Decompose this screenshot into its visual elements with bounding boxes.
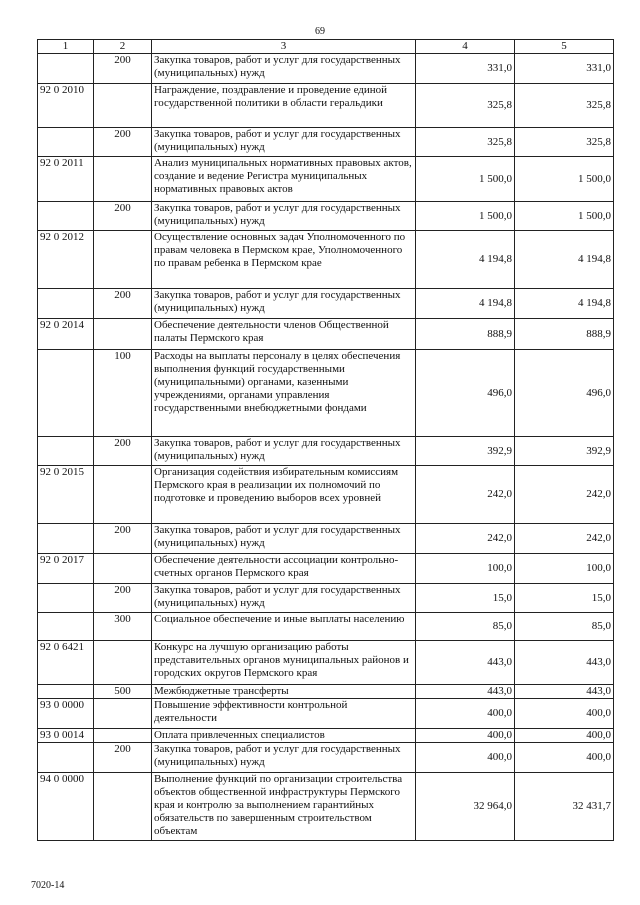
expense-type-cell bbox=[94, 641, 152, 685]
table-row bbox=[38, 554, 614, 584]
amount-cell-col5: 32 431,7 bbox=[515, 773, 614, 841]
item-name-cell: Расходы на выплаты персоналу в целях обеспечения выполнения функций государственными (муниципальными) органами, казенными учреждениями, органами управления государственными внебюджетными фондами bbox=[152, 350, 416, 437]
column-header: 2 bbox=[94, 40, 152, 54]
expense-type-cell bbox=[94, 773, 152, 841]
table-row bbox=[38, 773, 614, 841]
expense-type-cell bbox=[94, 554, 152, 584]
table-row bbox=[38, 231, 614, 289]
amount-cell-col4: 15,0 bbox=[416, 584, 515, 613]
item-name-cell: Закупка товаров, работ и услуг для государственных (муниципальных) нужд bbox=[152, 743, 416, 773]
item-name-cell: Осуществление основных задач Уполномоченного по правам человека в Пермском крае, Уполномоченного по правам ребенка в Пермском крае bbox=[152, 231, 416, 289]
budget-code-cell: 92 0 2012 bbox=[38, 231, 94, 289]
amount-cell-col4: 242,0 bbox=[416, 466, 515, 524]
amount-cell-col4: 325,8 bbox=[416, 84, 515, 128]
amount-cell-col5: 400,0 bbox=[515, 729, 614, 743]
budget-code-cell: 92 0 2010 bbox=[38, 84, 94, 128]
item-name-cell: Межбюджетные трансферты bbox=[152, 685, 416, 699]
expense-type-cell: 200 bbox=[94, 54, 152, 84]
amount-cell-col4: 400,0 bbox=[416, 729, 515, 743]
amount-cell-col5: 4 194,8 bbox=[515, 289, 614, 319]
budget-code-cell: 93 0 0014 bbox=[38, 729, 94, 743]
budget-code-cell bbox=[38, 54, 94, 84]
amount-cell-col4: 85,0 bbox=[416, 613, 515, 641]
item-name-cell: Закупка товаров, работ и услуг для государственных (муниципальных) нужд bbox=[152, 437, 416, 466]
item-name-cell: Обеспечение деятельности ассоциации контрольно-счетных органов Пермского края bbox=[152, 554, 416, 584]
expense-type-cell bbox=[94, 729, 152, 743]
column-header: 4 bbox=[416, 40, 515, 54]
expense-type-cell: 500 bbox=[94, 685, 152, 699]
budget-code-cell bbox=[38, 289, 94, 319]
budget-code-cell: 92 0 2017 bbox=[38, 554, 94, 584]
amount-cell-col5: 242,0 bbox=[515, 466, 614, 524]
amount-cell-col4: 400,0 bbox=[416, 743, 515, 773]
footer-code: 7020-14 bbox=[31, 880, 65, 891]
budget-code-cell bbox=[38, 437, 94, 466]
table-row bbox=[38, 466, 614, 524]
item-name-cell: Закупка товаров, работ и услуг для государственных (муниципальных) нужд bbox=[152, 289, 416, 319]
item-name-cell: Закупка товаров, работ и услуг для государственных (муниципальных) нужд bbox=[152, 128, 416, 157]
page-number: 69 bbox=[315, 26, 325, 37]
amount-cell-col5: 888,9 bbox=[515, 319, 614, 350]
column-header: 1 bbox=[38, 40, 94, 54]
budget-code-cell: 94 0 0000 bbox=[38, 773, 94, 841]
expense-type-cell: 200 bbox=[94, 524, 152, 554]
expense-type-cell: 200 bbox=[94, 202, 152, 231]
table-row bbox=[38, 437, 614, 466]
table-row bbox=[38, 128, 614, 157]
column-header: 5 bbox=[515, 40, 614, 54]
amount-cell-col5: 331,0 bbox=[515, 54, 614, 84]
amount-cell-col5: 325,8 bbox=[515, 84, 614, 128]
item-name-cell: Организация содействия избирательным комиссиям Пермского края в реализации их полномочий по подготовке и проведению выборов всех уровней bbox=[152, 466, 416, 524]
amount-cell-col4: 443,0 bbox=[416, 641, 515, 685]
table-row bbox=[38, 699, 614, 729]
amount-cell-col4: 100,0 bbox=[416, 554, 515, 584]
amount-cell-col4: 400,0 bbox=[416, 699, 515, 729]
table-row bbox=[38, 84, 614, 128]
item-name-cell: Социальное обеспечение и иные выплаты населению bbox=[152, 613, 416, 641]
expense-type-cell bbox=[94, 466, 152, 524]
table-row bbox=[38, 319, 614, 350]
budget-code-cell bbox=[38, 743, 94, 773]
item-name-cell: Закупка товаров, работ и услуг для государственных (муниципальных) нужд bbox=[152, 524, 416, 554]
expense-type-cell: 200 bbox=[94, 128, 152, 157]
table-row bbox=[38, 289, 614, 319]
table-row bbox=[38, 685, 614, 699]
amount-cell-col4: 496,0 bbox=[416, 350, 515, 437]
budget-code-cell: 93 0 0000 bbox=[38, 699, 94, 729]
budget-table bbox=[37, 39, 614, 841]
amount-cell-col4: 325,8 bbox=[416, 128, 515, 157]
table-row bbox=[38, 729, 614, 743]
column-header: 3 bbox=[152, 40, 416, 54]
header-row bbox=[38, 40, 614, 54]
budget-code-cell bbox=[38, 613, 94, 641]
expense-type-cell: 200 bbox=[94, 289, 152, 319]
amount-cell-col4: 1 500,0 bbox=[416, 202, 515, 231]
table-row bbox=[38, 524, 614, 554]
expense-type-cell: 300 bbox=[94, 613, 152, 641]
amount-cell-col5: 496,0 bbox=[515, 350, 614, 437]
amount-cell-col5: 1 500,0 bbox=[515, 157, 614, 202]
budget-code-cell bbox=[38, 128, 94, 157]
item-name-cell: Закупка товаров, работ и услуг для государственных (муниципальных) нужд bbox=[152, 54, 416, 84]
table-row bbox=[38, 350, 614, 437]
amount-cell-col5: 443,0 bbox=[515, 685, 614, 699]
amount-cell-col5: 325,8 bbox=[515, 128, 614, 157]
expense-type-cell bbox=[94, 699, 152, 729]
table-row bbox=[38, 584, 614, 613]
budget-code-cell: 92 0 6421 bbox=[38, 641, 94, 685]
budget-code-cell: 92 0 2015 bbox=[38, 466, 94, 524]
amount-cell-col4: 32 964,0 bbox=[416, 773, 515, 841]
expense-type-cell bbox=[94, 319, 152, 350]
amount-cell-col4: 1 500,0 bbox=[416, 157, 515, 202]
item-name-cell: Оплата привлеченных специалистов bbox=[152, 729, 416, 743]
expense-type-cell bbox=[94, 157, 152, 202]
amount-cell-col5: 400,0 bbox=[515, 743, 614, 773]
amount-cell-col4: 4 194,8 bbox=[416, 231, 515, 289]
amount-cell-col4: 242,0 bbox=[416, 524, 515, 554]
item-name-cell: Выполнение функций по организации строительства объектов общественной инфраструктуры Пермского края и контролю за выполнением гарантийных обязательств по завершенным строительством объектам bbox=[152, 773, 416, 841]
expense-type-cell: 200 bbox=[94, 743, 152, 773]
amount-cell-col5: 85,0 bbox=[515, 613, 614, 641]
item-name-cell: Закупка товаров, работ и услуг для государственных (муниципальных) нужд bbox=[152, 584, 416, 613]
table-row bbox=[38, 202, 614, 231]
expense-type-cell bbox=[94, 231, 152, 289]
item-name-cell: Закупка товаров, работ и услуг для государственных (муниципальных) нужд bbox=[152, 202, 416, 231]
budget-code-cell bbox=[38, 685, 94, 699]
expense-type-cell: 200 bbox=[94, 584, 152, 613]
amount-cell-col5: 100,0 bbox=[515, 554, 614, 584]
table-row bbox=[38, 641, 614, 685]
item-name-cell: Награждение, поздравление и проведение единой государственной политики в области геральдики bbox=[152, 84, 416, 128]
amount-cell-col4: 443,0 bbox=[416, 685, 515, 699]
budget-code-cell bbox=[38, 350, 94, 437]
budget-code-cell bbox=[38, 524, 94, 554]
amount-cell-col4: 331,0 bbox=[416, 54, 515, 84]
amount-cell-col4: 392,9 bbox=[416, 437, 515, 466]
item-name-cell: Обеспечение деятельности членов Общественной палаты Пермского края bbox=[152, 319, 416, 350]
amount-cell-col5: 4 194,8 bbox=[515, 231, 614, 289]
item-name-cell: Конкурс на лучшую организацию работы представительных органов муниципальных районов и городских округов Пермского края bbox=[152, 641, 416, 685]
expense-type-cell: 200 bbox=[94, 437, 152, 466]
table-row bbox=[38, 157, 614, 202]
table-row bbox=[38, 54, 614, 84]
amount-cell-col5: 400,0 bbox=[515, 699, 614, 729]
item-name-cell: Повышение эффективности контрольной деятельности bbox=[152, 699, 416, 729]
expense-type-cell: 100 bbox=[94, 350, 152, 437]
budget-code-cell bbox=[38, 202, 94, 231]
amount-cell-col4: 4 194,8 bbox=[416, 289, 515, 319]
table-row bbox=[38, 743, 614, 773]
amount-cell-col5: 392,9 bbox=[515, 437, 614, 466]
amount-cell-col5: 15,0 bbox=[515, 584, 614, 613]
amount-cell-col5: 242,0 bbox=[515, 524, 614, 554]
budget-code-cell: 92 0 2014 bbox=[38, 319, 94, 350]
amount-cell-col4: 888,9 bbox=[416, 319, 515, 350]
item-name-cell: Анализ муниципальных нормативных правовых актов, создание и ведение Регистра муниципальных нормативных правовых актов bbox=[152, 157, 416, 202]
table-row bbox=[38, 613, 614, 641]
amount-cell-col5: 1 500,0 bbox=[515, 202, 614, 231]
expense-type-cell bbox=[94, 84, 152, 128]
amount-cell-col5: 443,0 bbox=[515, 641, 614, 685]
budget-code-cell: 92 0 2011 bbox=[38, 157, 94, 202]
budget-code-cell bbox=[38, 584, 94, 613]
